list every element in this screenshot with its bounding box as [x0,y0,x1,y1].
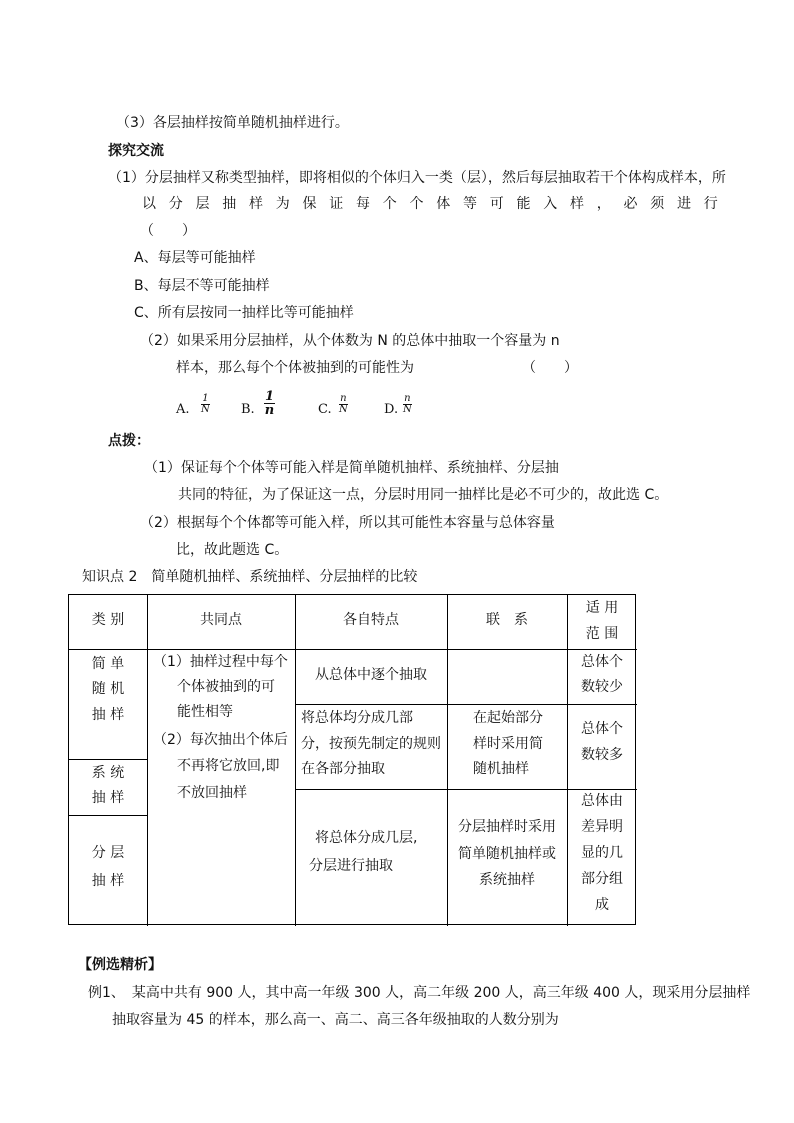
q2-choice-d-num: n [404,393,411,404]
cat-sys-l2: 抽 样 [91,790,125,806]
q2-choice-c-fraction [339,394,348,415]
cat-strat-l1: 分 层 [91,845,125,861]
q2-choice-b-num: 1 [265,389,275,404]
tip-p1-line2: 共同的特征，为了保证这一点，分层时用同一抽样比是必不可少的，故此选 C。 [178,487,669,503]
q1-option-b: B、每层不等可能抽样 [134,278,270,294]
example1-line2: 抽取容量为 45 的样本，那么高一、高二、高三各年级抽取的人数分别为 [112,1012,559,1028]
q2-choice-c-num: n [340,393,347,404]
q3-line: （3）各层抽样按简单随机抽样进行。 [116,115,349,131]
q1-line2-char: 样 [570,196,584,212]
q1-line2-char: 抽 [222,196,237,212]
header-scope-l1: 适 用 [585,600,619,616]
strat-relation-l2: 简单随机抽样或 [458,846,556,862]
q2-choice-b-den: n [264,403,275,418]
common-l5: 不再将它放回,即 [177,758,280,774]
tip-heading: 点拨： [108,433,150,449]
sys-relation-l3: 随机抽样 [473,761,529,777]
table-hline [69,815,147,816]
tip-p2-line2: 比，故此题选 C。 [176,542,289,558]
q1-line2-char: 层 [195,196,210,212]
table-vline [147,595,148,926]
header-relation: 联 系 [486,612,528,628]
q1-line2-char: 体 [436,196,451,212]
q2-choice-a-label: A. [176,402,190,417]
strat-scope-l5: 成 [595,897,609,913]
q2-choice-d-fraction [403,394,412,415]
cat-strat-l2: 抽 样 [91,873,125,889]
q2-choice-a-num: 1 [202,393,209,404]
common-l1: （1）抽样过程中每个 [153,654,288,670]
q1-line2-char: 能 [516,196,531,212]
sys-relation-l1: 在起始部分 [473,710,543,726]
q1-answer-paren: （ ） [140,223,196,239]
tip-p1-line1: （1）保证每个个体等可能入样是简单随机抽样、系统抽样、分层抽 [144,460,559,476]
srs-scope-l2: 数较少 [581,679,623,695]
kp2-title: 知识点 2 简单随机抽样、系统抽样、分层抽样的比较 [82,569,418,585]
q2-choice-d-label: D. [384,402,399,417]
q1-line2-char: 须 [650,196,665,212]
q1-line2-char: 等 [463,196,477,212]
cat-srs-l1: 简 单 [91,656,125,672]
q1-option-a: A、每层等可能抽样 [134,250,256,266]
q2-choice-a-den: N [201,404,210,415]
q2-choice-b-label: B. [241,402,255,417]
sys-relation-l2: 样时采用简 [473,736,543,752]
strat-feature-l1: 将总体分成几层, [315,830,418,846]
q1-line2-char: 入 [543,196,558,212]
q1-line2-char: 行 [703,196,718,212]
example-heading: 【例选精析】 [78,957,162,973]
example1-line1: 例1、 某高中共有 900 人，其中高一年级 300 人，高二年级 200 人，高三年级 400 人，现采用分层抽样 [88,985,751,1001]
header-scope-l2: 范 围 [585,626,619,642]
strat-relation-l1: 分层抽样时采用 [458,819,556,835]
strat-scope-l2: 差异明 [581,819,623,835]
table-vline [295,595,296,926]
q1-line2-char: 必 [623,196,638,212]
cat-sys-l1: 系 统 [91,765,125,781]
common-l3: 能性相等 [177,704,233,720]
strat-relation-l3: 系统抽样 [479,872,535,888]
tip-p2-line1: （2）根据每个个体都等可能入样，所以其可能性本容量与总体容量 [140,515,555,531]
q2-choice-c-label: C. [318,402,332,417]
strat-scope-l3: 显的几 [581,845,623,861]
q1-line2-char: 保 [302,196,317,212]
header-common: 共同点 [200,612,242,628]
cat-srs-l2: 随 机 [91,681,125,697]
sys-scope-l1: 总体个 [581,721,623,737]
strat-scope-l1: 总体由 [581,793,623,809]
q1-line2-char: 为 [275,196,290,212]
sys-feature-l2: 分，按预先制定的规则 [301,736,441,752]
strat-feature-l2: 分层进行抽取 [309,858,393,874]
q1-line2-char: 个 [382,196,397,212]
common-l4: （2）每次抽出个体后 [153,732,288,748]
q1-line2-char: 个 [409,196,424,212]
common-l2: 个体被抽到的可 [177,679,275,695]
explore-heading: 探究交流 [108,143,164,159]
q1-line2-char: 样 [249,196,263,212]
q1-line2-char: 可 [489,196,504,212]
cat-srs-l3: 抽 样 [91,707,125,723]
q2-choice-d-den: N [403,404,412,415]
header-category: 类 别 [91,612,125,628]
q2-choice-b-fraction [264,390,275,417]
q1-line2-char: ， [596,196,611,212]
srs-feature: 从总体中逐个抽取 [315,667,427,683]
q2-choice-a-fraction [201,394,210,415]
common-l6: 不放回抽样 [177,785,247,801]
header-features: 各自特点 [343,612,399,628]
q1-line2-char: 每 [356,196,370,212]
q2-choice-c-den: N [339,404,348,415]
sys-feature-l1: 将总体均分成几部 [301,710,413,726]
q1-line1: （1）分层抽样又称类型抽样，即将相似的个体归入一类（层），然后每层抽取若干个体构成样本，所 [108,170,726,186]
sys-feature-l3: 在各部分抽取 [301,761,385,777]
q1-line2-char: 证 [329,196,344,212]
q2-answer-paren: （ ） [522,360,578,376]
q2-line1: （2）如果采用分层抽样，从个体数为 N 的总体中抽取一个容量为 n [140,333,560,349]
q1-option-c: C、所有层按同一抽样比等可能抽样 [134,305,354,321]
comparison-table [68,594,636,925]
sys-scope-l2: 数较多 [581,747,623,763]
q1-line2-char: 分 [168,196,183,212]
srs-scope-l1: 总体个 [581,654,623,670]
strat-scope-l4: 部分组 [581,871,623,887]
q2-line2: 样本，那么每个个体被抽到的可能性为 [176,360,414,376]
q1-line2-char: 进 [677,196,691,212]
q1-line2 [142,195,718,213]
q1-line2-char: 以 [142,196,156,212]
